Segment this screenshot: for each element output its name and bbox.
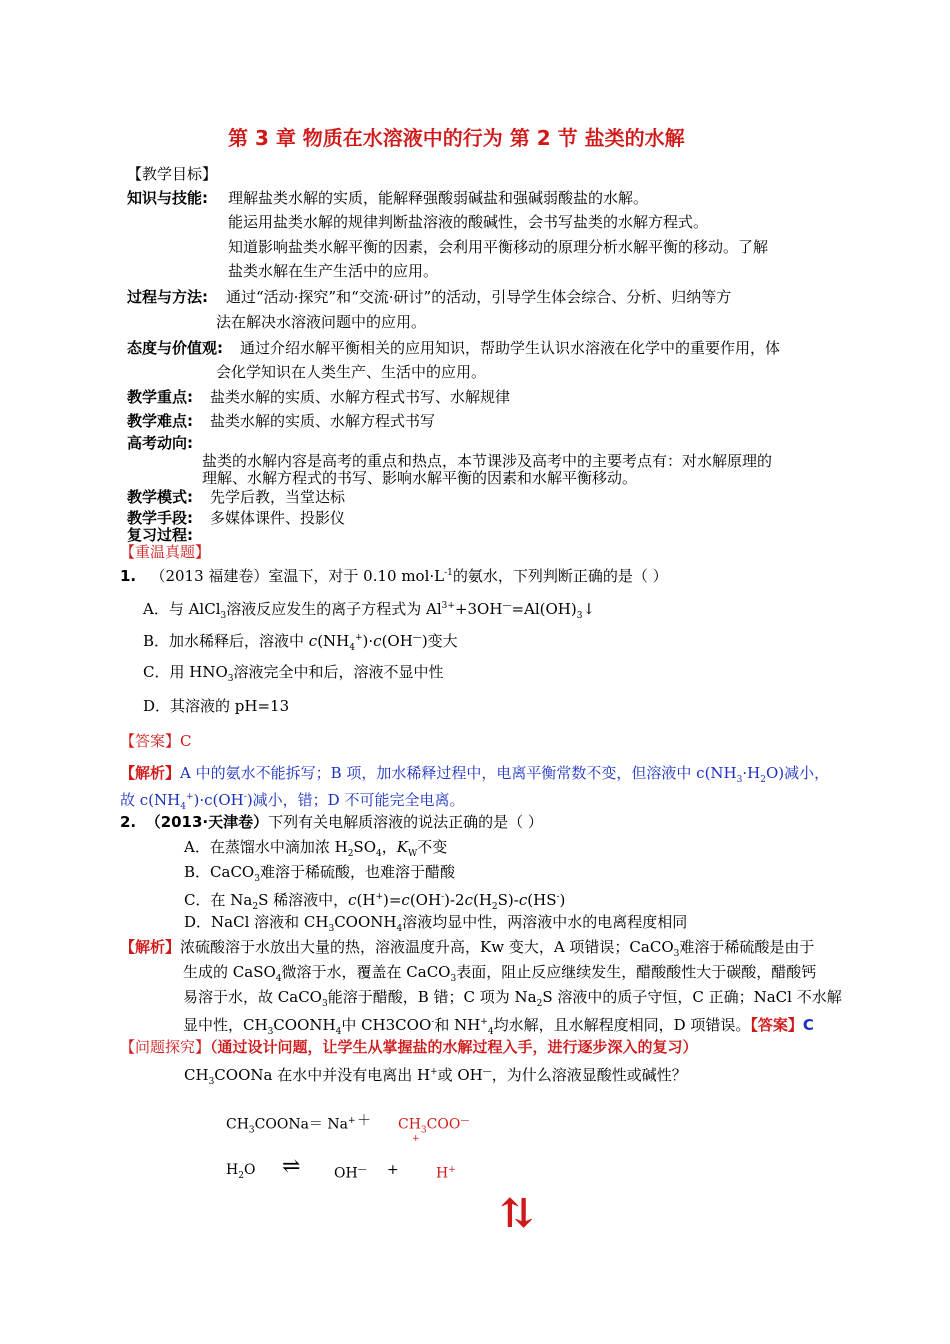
q1-analysis-line-1: 【解析】A 中的氨水不能拆写；B 项，加水稀释过程中，电离平衡常数不变，但溶液中 $c(NH_3\cdot H_2O)$减小， — [120, 764, 830, 785]
q1-option-a: A．与 AlCl$_3$溶液反应发生的离子方程式为 $Al^{3+}+3OH^—=Al(OH)_3↓$ — [143, 600, 596, 621]
page-title: 第 3 章 物质在水溶液中的行为 第 2 节 盐类的水解 — [228, 126, 685, 150]
key-points-text: 盐类水解的实质、水解方程式书写、水解规律 — [210, 388, 511, 406]
q2-analysis-line-3: 易溶于水，故 CaCO$_3$能溶于醋酸，B 错；C 项为 $Na_2S$ 溶液中的质子守恒，C 正确；NaCl 不水解 — [183, 988, 842, 1009]
small-plus-mark: + — [412, 1134, 420, 1144]
q1-stem-sup: -1 — [444, 568, 453, 578]
trend-line-1: 盐类的水解内容是高考的重点和热点，本节课涉及高考中的主要考点有：对水解原理的 — [202, 452, 773, 470]
q1-analysis-line-2: 故 $c(NH_4^+)\cdot c(OH^-)$减小，错；D 不可能完全电离。 — [120, 791, 465, 812]
knowledge-line-1: 理解盐类水解的实质，能解释强酸弱碱盐和强碱弱酸盐的水解。 — [228, 189, 649, 207]
attitude-label: 态度与价值观: — [127, 339, 223, 357]
q2-analysis-line-4: 显中性，$CH_3COONH_4$中 CH3COO-和 $NH^+_4$均水解，且水解程度相同，D 项错误。【答案】C — [183, 1016, 814, 1037]
attitude-line-2: 会化学知识在人类生产、生活中的应用。 — [216, 363, 487, 381]
equation-plus-1: ＋ — [357, 1113, 371, 1129]
hydrogen-ion: H+ — [436, 1165, 456, 1182]
equilibrium-arrow-icon: ⇌ — [282, 1154, 301, 1179]
q2-option-d: D．NaCl 溶液和 $CH_3COONH_4$溶液均显中性，两溶液中水的电离程度相同 — [184, 913, 688, 934]
water-molecule: $H_2O$ — [226, 1162, 256, 1181]
q1-stem-b: 的氨水，下列判断正确的是（ ） — [452, 567, 668, 585]
knowledge-line-2: 能运用盐类水解的规律判断盐溶液的酸碱性，会书写盐类的水解方程式。 — [228, 213, 709, 231]
review-label: 复习过程: — [127, 526, 193, 544]
q2-stem: 2. （2013·天津卷）下列有关电解质溶液的说法正确的是（ ） — [120, 813, 543, 831]
means-label: 教学手段: — [127, 509, 193, 527]
means-text: 多媒体课件、投影仪 — [210, 509, 346, 527]
difficulties-label: 教学难点: — [127, 412, 193, 430]
q1-option-c: C．用 $HNO_3$溶液完全中和后，溶液不显中性 — [143, 663, 444, 684]
inquiry-header: 【问题探究】（通过设计问题，让学生从掌握盐的水解过程入手，进行逐步深入的复习） — [120, 1038, 698, 1056]
q2-option-c: C．在 $Na_2S$ 稀溶液中，$c(H^+)=c(OH^-)-2c(H_2S)-c(HS^-)$ — [184, 891, 566, 912]
q1-option-d: D．其溶液的 pH=13 — [143, 697, 290, 715]
trend-label: 高考动向: — [127, 434, 193, 452]
knowledge-line-4: 盐类水解在生产生活中的应用。 — [228, 262, 439, 280]
difficulties-text: 盐类水解的实质、水解方程式书写 — [210, 412, 436, 430]
q1-option-b: B．加水稀释后，溶液中 $c(NH_4^+)\cdot c(OH^—)$变大 — [143, 632, 458, 653]
q2-option-a: A．在蒸馏水中滴加浓 $H_2SO_4$，$K_W$不变 — [184, 838, 448, 859]
q1-stem-a: （2013 福建卷）室温下，对于 0.10 mol·L — [150, 567, 445, 585]
q1-number: 1. — [120, 567, 137, 585]
q2-option-b: B．CaCO$_3$难溶于稀硫酸，也难溶于醋酸 — [184, 863, 455, 884]
trend-line-2: 理解、水解方程式的书写、影响水解平衡的因素和水解平衡移动。 — [202, 469, 638, 487]
process-line-1: 通过“活动·探究”和“交流·研讨”的活动，引导学生体会综合、分析、归纳等方 — [226, 288, 732, 306]
knowledge-line-3: 知道影响盐类水解平衡的因素，会利用平衡移动的原理分析水解平衡的移动。了解 — [228, 238, 769, 256]
inquiry-question: $CH_3COONa$ 在水中并没有电离出 H+或 OH—，为什么溶液显酸性或碱性？ — [184, 1066, 687, 1087]
knowledge-label: 知识与技能: — [127, 189, 208, 207]
mode-label: 教学模式: — [127, 488, 193, 506]
q1-answer: 【答案】C — [120, 732, 192, 750]
process-label: 过程与方法: — [127, 288, 208, 306]
goals-header: 【教学目标】 — [127, 165, 218, 183]
equation-plus-2: + — [387, 1162, 399, 1178]
mode-text: 先学后教，当堂达标 — [210, 488, 346, 506]
q2-analysis-line-2: 生成的 CaSO$_4$微溶于水，覆盖在 CaCO$_3$表面，阻止反应继续发生，醋酸酸性大于碳酸，醋酸钙 — [183, 963, 817, 984]
reversible-arrows-icon: ⇅ — [500, 1190, 534, 1237]
review-header: 【重温真题】 — [120, 543, 211, 561]
process-line-2: 法在解决水溶液问题中的应用。 — [216, 313, 427, 331]
attitude-line-1: 通过介绍水解平衡相关的应用知识，帮助学生认识水溶液在化学中的重要作用，体 — [240, 339, 781, 357]
hydroxide-ion: OH— — [334, 1165, 367, 1182]
acetate-ion: $CH_3COO^—$ — [398, 1116, 470, 1136]
q1-stem — [120, 563, 668, 586]
key-points-label: 教学重点: — [127, 388, 193, 406]
equation-row-1: $CH_3COONa= Na^+$ — [226, 1116, 356, 1136]
q2-analysis-line-1: 【解析】浓硫酸溶于水放出大量的热，溶液温度升高，Kw 变大，A 项错误；CaCO$_3$难溶于稀硫酸是由于 — [120, 938, 815, 959]
